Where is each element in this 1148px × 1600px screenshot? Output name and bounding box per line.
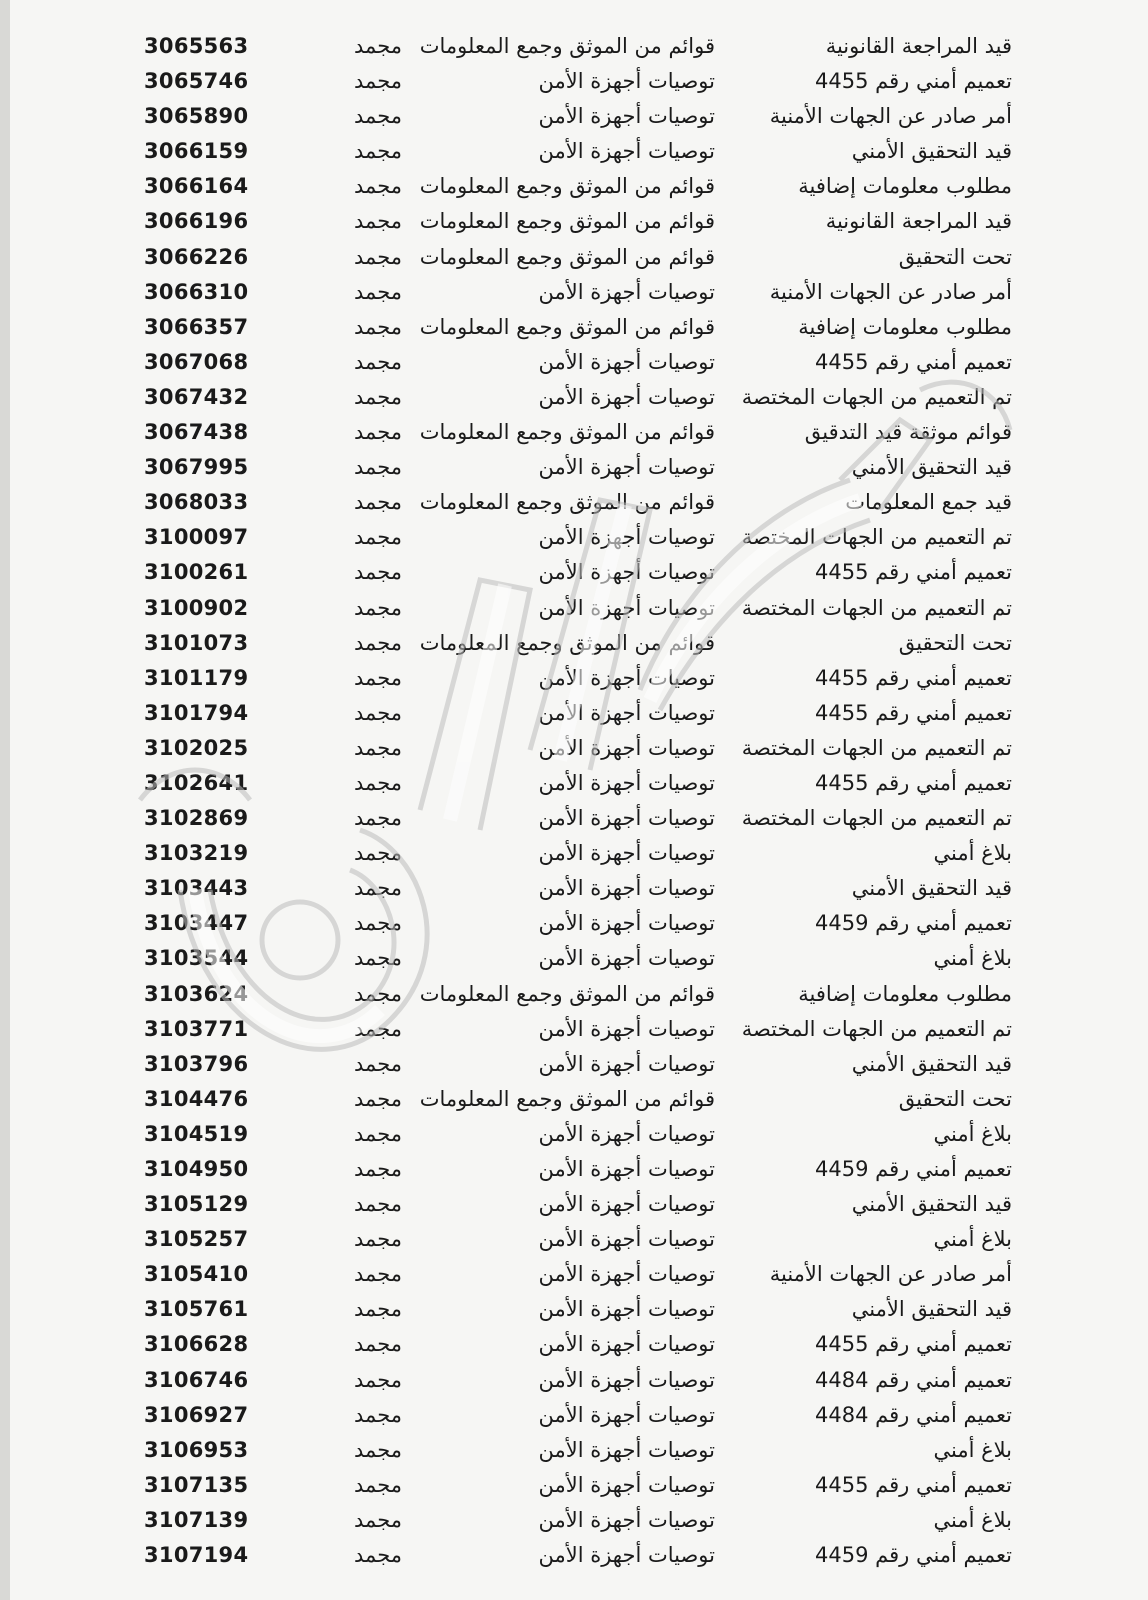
table-row: [0, 1326, 1148, 1361]
state-cell: مجمد: [354, 841, 402, 866]
table-row: [0, 1081, 1148, 1116]
table-row: [0, 590, 1148, 625]
id-cell: 3066159: [144, 139, 249, 164]
state-cell: مجمد: [354, 69, 402, 94]
id-cell: 3067432: [144, 384, 249, 409]
state-cell: مجمد: [354, 1472, 402, 1497]
table-row: [0, 554, 1148, 589]
id-cell: 3107139: [144, 1507, 249, 1532]
source-cell: توصيات أجهزة الأمن: [538, 525, 715, 550]
status-cell: بلاغ أمني: [933, 946, 1012, 971]
state-cell: مجمد: [354, 1262, 402, 1287]
state-cell: مجمد: [354, 1297, 402, 1322]
status-cell: بلاغ أمني: [933, 1437, 1012, 1462]
id-cell: 3103771: [144, 1016, 249, 1041]
state-cell: مجمد: [354, 735, 402, 760]
source-cell: قوائم من الموثق وجمع المعلومات: [419, 244, 715, 269]
source-cell: توصيات أجهزة الأمن: [538, 1051, 715, 1076]
source-cell: توصيات أجهزة الأمن: [538, 1402, 715, 1427]
source-cell: توصيات أجهزة الأمن: [538, 104, 715, 129]
source-cell: توصيات أجهزة الأمن: [538, 69, 715, 94]
id-cell: 3105257: [144, 1227, 249, 1252]
status-cell: بلاغ أمني: [933, 1227, 1012, 1252]
source-cell: توصيات أجهزة الأمن: [538, 911, 715, 936]
id-cell: 3106927: [144, 1402, 249, 1427]
id-cell: 3066164: [144, 174, 249, 199]
table-row: [0, 870, 1148, 905]
table-row: [0, 1362, 1148, 1397]
table-row: [0, 203, 1148, 238]
table-row: [0, 63, 1148, 98]
state-cell: مجمد: [354, 1121, 402, 1146]
source-cell: توصيات أجهزة الأمن: [538, 700, 715, 725]
id-cell: 3067068: [144, 349, 249, 374]
source-cell: توصيات أجهزة الأمن: [538, 1157, 715, 1181]
id-cell: 3103219: [144, 841, 249, 866]
source-cell: قوائم من الموثق وجمع المعلومات: [419, 981, 715, 1006]
id-cell: 3066196: [144, 209, 249, 234]
table-row: [0, 519, 1148, 554]
status-cell: تعميم أمني رقم 4459: [815, 911, 1012, 936]
source-cell: قوائم من الموثق وجمع المعلومات: [419, 34, 715, 58]
table-row: [0, 133, 1148, 168]
table-row: [0, 484, 1148, 519]
source-cell: توصيات أجهزة الأمن: [538, 349, 715, 374]
source-cell: توصيات أجهزة الأمن: [538, 1367, 715, 1392]
source-cell: توصيات أجهزة الأمن: [538, 1192, 715, 1217]
status-cell: تم التعميم من الجهات المختصة: [741, 595, 1012, 620]
source-cell: توصيات أجهزة الأمن: [538, 1121, 715, 1146]
status-cell: قيد التحقيق الأمني: [851, 1297, 1012, 1322]
source-cell: قوائم من الموثق وجمع المعلومات: [419, 1086, 715, 1111]
id-cell: 3068033: [144, 490, 249, 515]
id-cell: 3105129: [144, 1192, 249, 1217]
state-cell: مجمد: [354, 981, 402, 1006]
source-cell: توصيات أجهزة الأمن: [538, 595, 715, 620]
status-cell: تم التعميم من الجهات المختصة: [741, 806, 1012, 831]
table-row: [0, 239, 1148, 274]
status-cell: مطلوب معلومات إضافية: [798, 174, 1012, 199]
table-row: [0, 1186, 1148, 1221]
id-cell: 3100097: [144, 525, 249, 550]
id-cell: 3065890: [144, 104, 249, 129]
status-cell: قيد التحقيق الأمني: [851, 876, 1012, 901]
source-cell: توصيات أجهزة الأمن: [538, 1437, 715, 1462]
state-cell: مجمد: [354, 806, 402, 831]
state-cell: مجمد: [354, 314, 402, 339]
status-cell: قيد المراجعة القانونية: [825, 209, 1012, 234]
id-cell: 3103544: [144, 946, 249, 971]
source-cell: توصيات أجهزة الأمن: [538, 1262, 715, 1287]
state-cell: مجمد: [354, 209, 402, 234]
source-cell: توصيات أجهزة الأمن: [538, 876, 715, 901]
source-cell: توصيات أجهزة الأمن: [538, 560, 715, 585]
table-row: [0, 28, 1148, 63]
status-cell: تعميم أمني رقم 4484: [815, 1367, 1012, 1392]
state-cell: مجمد: [354, 490, 402, 515]
state-cell: مجمد: [354, 911, 402, 936]
table-row: [0, 1046, 1148, 1081]
id-cell: 3067995: [144, 455, 249, 480]
status-cell: قيد التحقيق الأمني: [851, 455, 1012, 480]
table-row: [0, 1116, 1148, 1151]
table-row: [0, 1467, 1148, 1502]
state-cell: مجمد: [354, 1227, 402, 1252]
state-cell: مجمد: [354, 525, 402, 550]
id-cell: 3102641: [144, 770, 249, 795]
source-cell: قوائم من الموثق وجمع المعلومات: [419, 174, 715, 199]
state-cell: مجمد: [354, 1402, 402, 1427]
id-cell: 3101073: [144, 630, 249, 655]
status-cell: قوائم موثقة قيد التدقيق: [804, 420, 1012, 445]
state-cell: مجمد: [354, 1543, 402, 1568]
status-cell: تعميم أمني رقم 4455: [815, 349, 1012, 374]
state-cell: مجمد: [354, 139, 402, 164]
status-cell: تعميم أمني رقم 4455: [815, 560, 1012, 585]
status-cell: تعميم أمني رقم 4455: [815, 770, 1012, 795]
state-cell: مجمد: [354, 630, 402, 655]
status-cell: تعميم أمني رقم 4455: [815, 69, 1012, 94]
state-cell: مجمد: [354, 876, 402, 901]
source-cell: توصيات أجهزة الأمن: [538, 1543, 715, 1568]
source-cell: توصيات أجهزة الأمن: [538, 139, 715, 164]
source-cell: توصيات أجهزة الأمن: [538, 806, 715, 831]
source-cell: توصيات أجهزة الأمن: [538, 665, 715, 690]
status-cell: تعميم أمني رقم 4455: [815, 1472, 1012, 1497]
status-cell: تم التعميم من الجهات المختصة: [741, 735, 1012, 760]
source-cell: توصيات أجهزة الأمن: [538, 1332, 715, 1357]
table-row: [0, 800, 1148, 835]
state-cell: مجمد: [354, 34, 402, 58]
table-row: [0, 1011, 1148, 1046]
state-cell: مجمد: [354, 665, 402, 690]
status-cell: تعميم أمني رقم 4459: [815, 1157, 1012, 1181]
id-cell: 3105410: [144, 1262, 249, 1287]
id-cell: 3105761: [144, 1297, 249, 1322]
status-cell: تم التعميم من الجهات المختصة: [741, 1016, 1012, 1041]
state-cell: مجمد: [354, 349, 402, 374]
table-row: [0, 695, 1148, 730]
table-row: [0, 1151, 1148, 1186]
source-cell: توصيات أجهزة الأمن: [538, 735, 715, 760]
table-row: [0, 379, 1148, 414]
table-row: [0, 1221, 1148, 1256]
state-cell: مجمد: [354, 1192, 402, 1217]
id-cell: 3066226: [144, 244, 249, 269]
state-cell: مجمد: [354, 770, 402, 795]
id-cell: 3103447: [144, 911, 249, 936]
table-row: [0, 309, 1148, 344]
status-cell: قيد التحقيق الأمني: [851, 1051, 1012, 1076]
source-cell: توصيات أجهزة الأمن: [538, 455, 715, 480]
id-cell: 3107194: [144, 1543, 249, 1568]
source-cell: قوائم من الموثق وجمع المعلومات: [419, 209, 715, 234]
id-cell: 3106628: [144, 1332, 249, 1357]
status-cell: تعميم أمني رقم 4455: [815, 700, 1012, 725]
id-cell: 3102869: [144, 806, 249, 831]
table-row: [0, 98, 1148, 133]
source-cell: توصيات أجهزة الأمن: [538, 1507, 715, 1532]
state-cell: مجمد: [354, 1507, 402, 1532]
status-cell: قيد المراجعة القانونية: [825, 34, 1012, 58]
status-cell: تم التعميم من الجهات المختصة: [741, 384, 1012, 409]
state-cell: مجمد: [354, 244, 402, 269]
source-cell: توصيات أجهزة الأمن: [538, 946, 715, 971]
state-cell: مجمد: [354, 420, 402, 445]
id-cell: 3106953: [144, 1437, 249, 1462]
source-cell: توصيات أجهزة الأمن: [538, 279, 715, 304]
source-cell: قوائم من الموثق وجمع المعلومات: [419, 490, 715, 515]
id-cell: 3101794: [144, 700, 249, 725]
state-cell: مجمد: [354, 946, 402, 971]
id-cell: 3107135: [144, 1472, 249, 1497]
status-cell: تعميم أمني رقم 4455: [815, 665, 1012, 690]
table-row: [0, 835, 1148, 870]
source-cell: توصيات أجهزة الأمن: [538, 1297, 715, 1322]
state-cell: مجمد: [354, 1157, 402, 1181]
table-row: [0, 1256, 1148, 1291]
table-row: [0, 660, 1148, 695]
id-cell: 3065746: [144, 69, 249, 94]
status-cell: تحت التحقيق: [898, 630, 1012, 655]
source-cell: توصيات أجهزة الأمن: [538, 1227, 715, 1252]
table-row: [0, 1397, 1148, 1432]
state-cell: مجمد: [354, 279, 402, 304]
status-cell: تعميم أمني رقم 4484: [815, 1402, 1012, 1427]
status-cell: تحت التحقيق: [898, 244, 1012, 269]
status-cell: قيد التحقيق الأمني: [851, 139, 1012, 164]
id-cell: 3103796: [144, 1051, 249, 1076]
id-cell: 3066310: [144, 279, 249, 304]
status-cell: بلاغ أمني: [933, 1507, 1012, 1532]
status-cell: قيد جمع المعلومات: [845, 490, 1012, 515]
status-cell: مطلوب معلومات إضافية: [798, 314, 1012, 339]
state-cell: مجمد: [354, 1086, 402, 1111]
id-cell: 3100261: [144, 560, 249, 585]
id-cell: 3065563: [144, 34, 249, 58]
state-cell: مجمد: [354, 1437, 402, 1462]
table-row: [0, 1537, 1148, 1572]
id-cell: 3066357: [144, 314, 249, 339]
table-row: [0, 905, 1148, 940]
source-cell: توصيات أجهزة الأمن: [538, 841, 715, 866]
status-cell: بلاغ أمني: [933, 841, 1012, 866]
source-cell: توصيات أجهزة الأمن: [538, 770, 715, 795]
source-cell: قوائم من الموثق وجمع المعلومات: [419, 630, 715, 655]
status-cell: أمر صادر عن الجهات الأمنية: [769, 279, 1012, 304]
table-row: [0, 976, 1148, 1011]
source-cell: توصيات أجهزة الأمن: [538, 1016, 715, 1041]
state-cell: مجمد: [354, 455, 402, 480]
status-cell: أمر صادر عن الجهات الأمنية: [769, 1262, 1012, 1287]
table-row: [0, 414, 1148, 449]
id-cell: 3106746: [144, 1367, 249, 1392]
table-row: [0, 765, 1148, 800]
status-cell: قيد التحقيق الأمني: [851, 1192, 1012, 1217]
status-cell: تم التعميم من الجهات المختصة: [741, 525, 1012, 550]
table-row: [0, 1432, 1148, 1467]
state-cell: مجمد: [354, 1332, 402, 1357]
source-cell: قوائم من الموثق وجمع المعلومات: [419, 420, 715, 445]
table-row: [0, 940, 1148, 975]
id-cell: 3067438: [144, 420, 249, 445]
state-cell: مجمد: [354, 1367, 402, 1392]
table-row: [0, 625, 1148, 660]
state-cell: مجمد: [354, 595, 402, 620]
status-cell: بلاغ أمني: [933, 1121, 1012, 1146]
table-row: [0, 1291, 1148, 1326]
id-cell: 3104950: [144, 1157, 249, 1181]
status-cell: مطلوب معلومات إضافية: [798, 981, 1012, 1006]
table-row: [0, 274, 1148, 309]
status-cell: تعميم أمني رقم 4459: [815, 1543, 1012, 1568]
source-cell: توصيات أجهزة الأمن: [538, 384, 715, 409]
table-row: [0, 449, 1148, 484]
table-row: [0, 168, 1148, 203]
id-cell: 3100902: [144, 595, 249, 620]
table-row: [0, 730, 1148, 765]
id-cell: 3101179: [144, 665, 249, 690]
table-row: [0, 344, 1148, 379]
id-cell: 3104476: [144, 1086, 249, 1111]
id-cell: 3102025: [144, 735, 249, 760]
source-cell: قوائم من الموثق وجمع المعلومات: [419, 314, 715, 339]
records-table: [0, 28, 1148, 1572]
source-cell: توصيات أجهزة الأمن: [538, 1472, 715, 1497]
state-cell: مجمد: [354, 1051, 402, 1076]
state-cell: مجمد: [354, 384, 402, 409]
status-cell: أمر صادر عن الجهات الأمنية: [769, 104, 1012, 129]
state-cell: مجمد: [354, 174, 402, 199]
status-cell: تحت التحقيق: [898, 1086, 1012, 1111]
state-cell: مجمد: [354, 1016, 402, 1041]
id-cell: 3103443: [144, 876, 249, 901]
table-row: [0, 1502, 1148, 1537]
id-cell: 3103624: [144, 981, 249, 1006]
status-cell: تعميم أمني رقم 4455: [815, 1332, 1012, 1357]
id-cell: 3104519: [144, 1121, 249, 1146]
state-cell: مجمد: [354, 560, 402, 585]
state-cell: مجمد: [354, 700, 402, 725]
state-cell: مجمد: [354, 104, 402, 129]
